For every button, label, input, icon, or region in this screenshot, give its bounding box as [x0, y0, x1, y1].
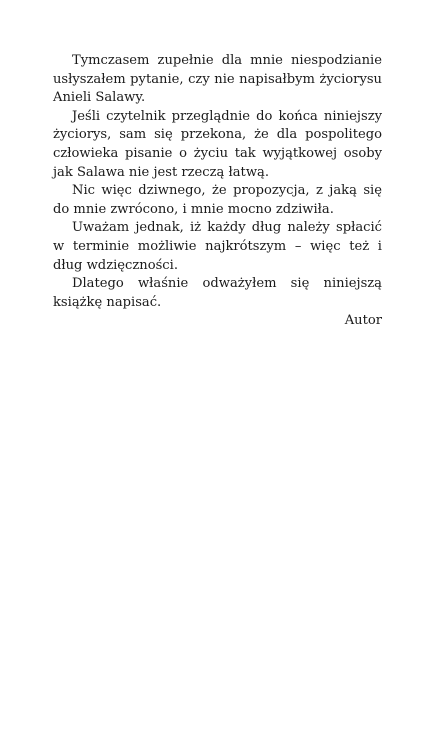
paragraph-3: Nic więc dziwnego, że propozycja, z jaką się do mnie zwrócono, i mnie mocno zdziwiła.: [53, 183, 382, 217]
paragraph-1: Tymczasem zupełnie dla mnie niespodzianie usłyszałem pytanie, czy nie napisałbym życiorysu Anieli Salawy.: [53, 53, 382, 106]
paragraph-2: Jeśli czytelnik przeglądnie do końca niniejszy życiorys, sam się przekona, że dla pospolitego człowieka pisanie o życiu tak wyjątkowej osoby jak Salawa nie jest rzeczą łatwą.: [53, 108, 382, 180]
body-text: [53, 52, 382, 331]
author-signature: Autor: [344, 313, 382, 329]
paragraph-5: Dlatego właśnie odważyłem się niniejszą książkę napisać.: [53, 276, 382, 310]
paragraph-4: Uważam jednak, iż każdy dług należy spłacić w terminie możliwie najkrótszym – więc też i dług wdzięczności.: [53, 220, 382, 273]
